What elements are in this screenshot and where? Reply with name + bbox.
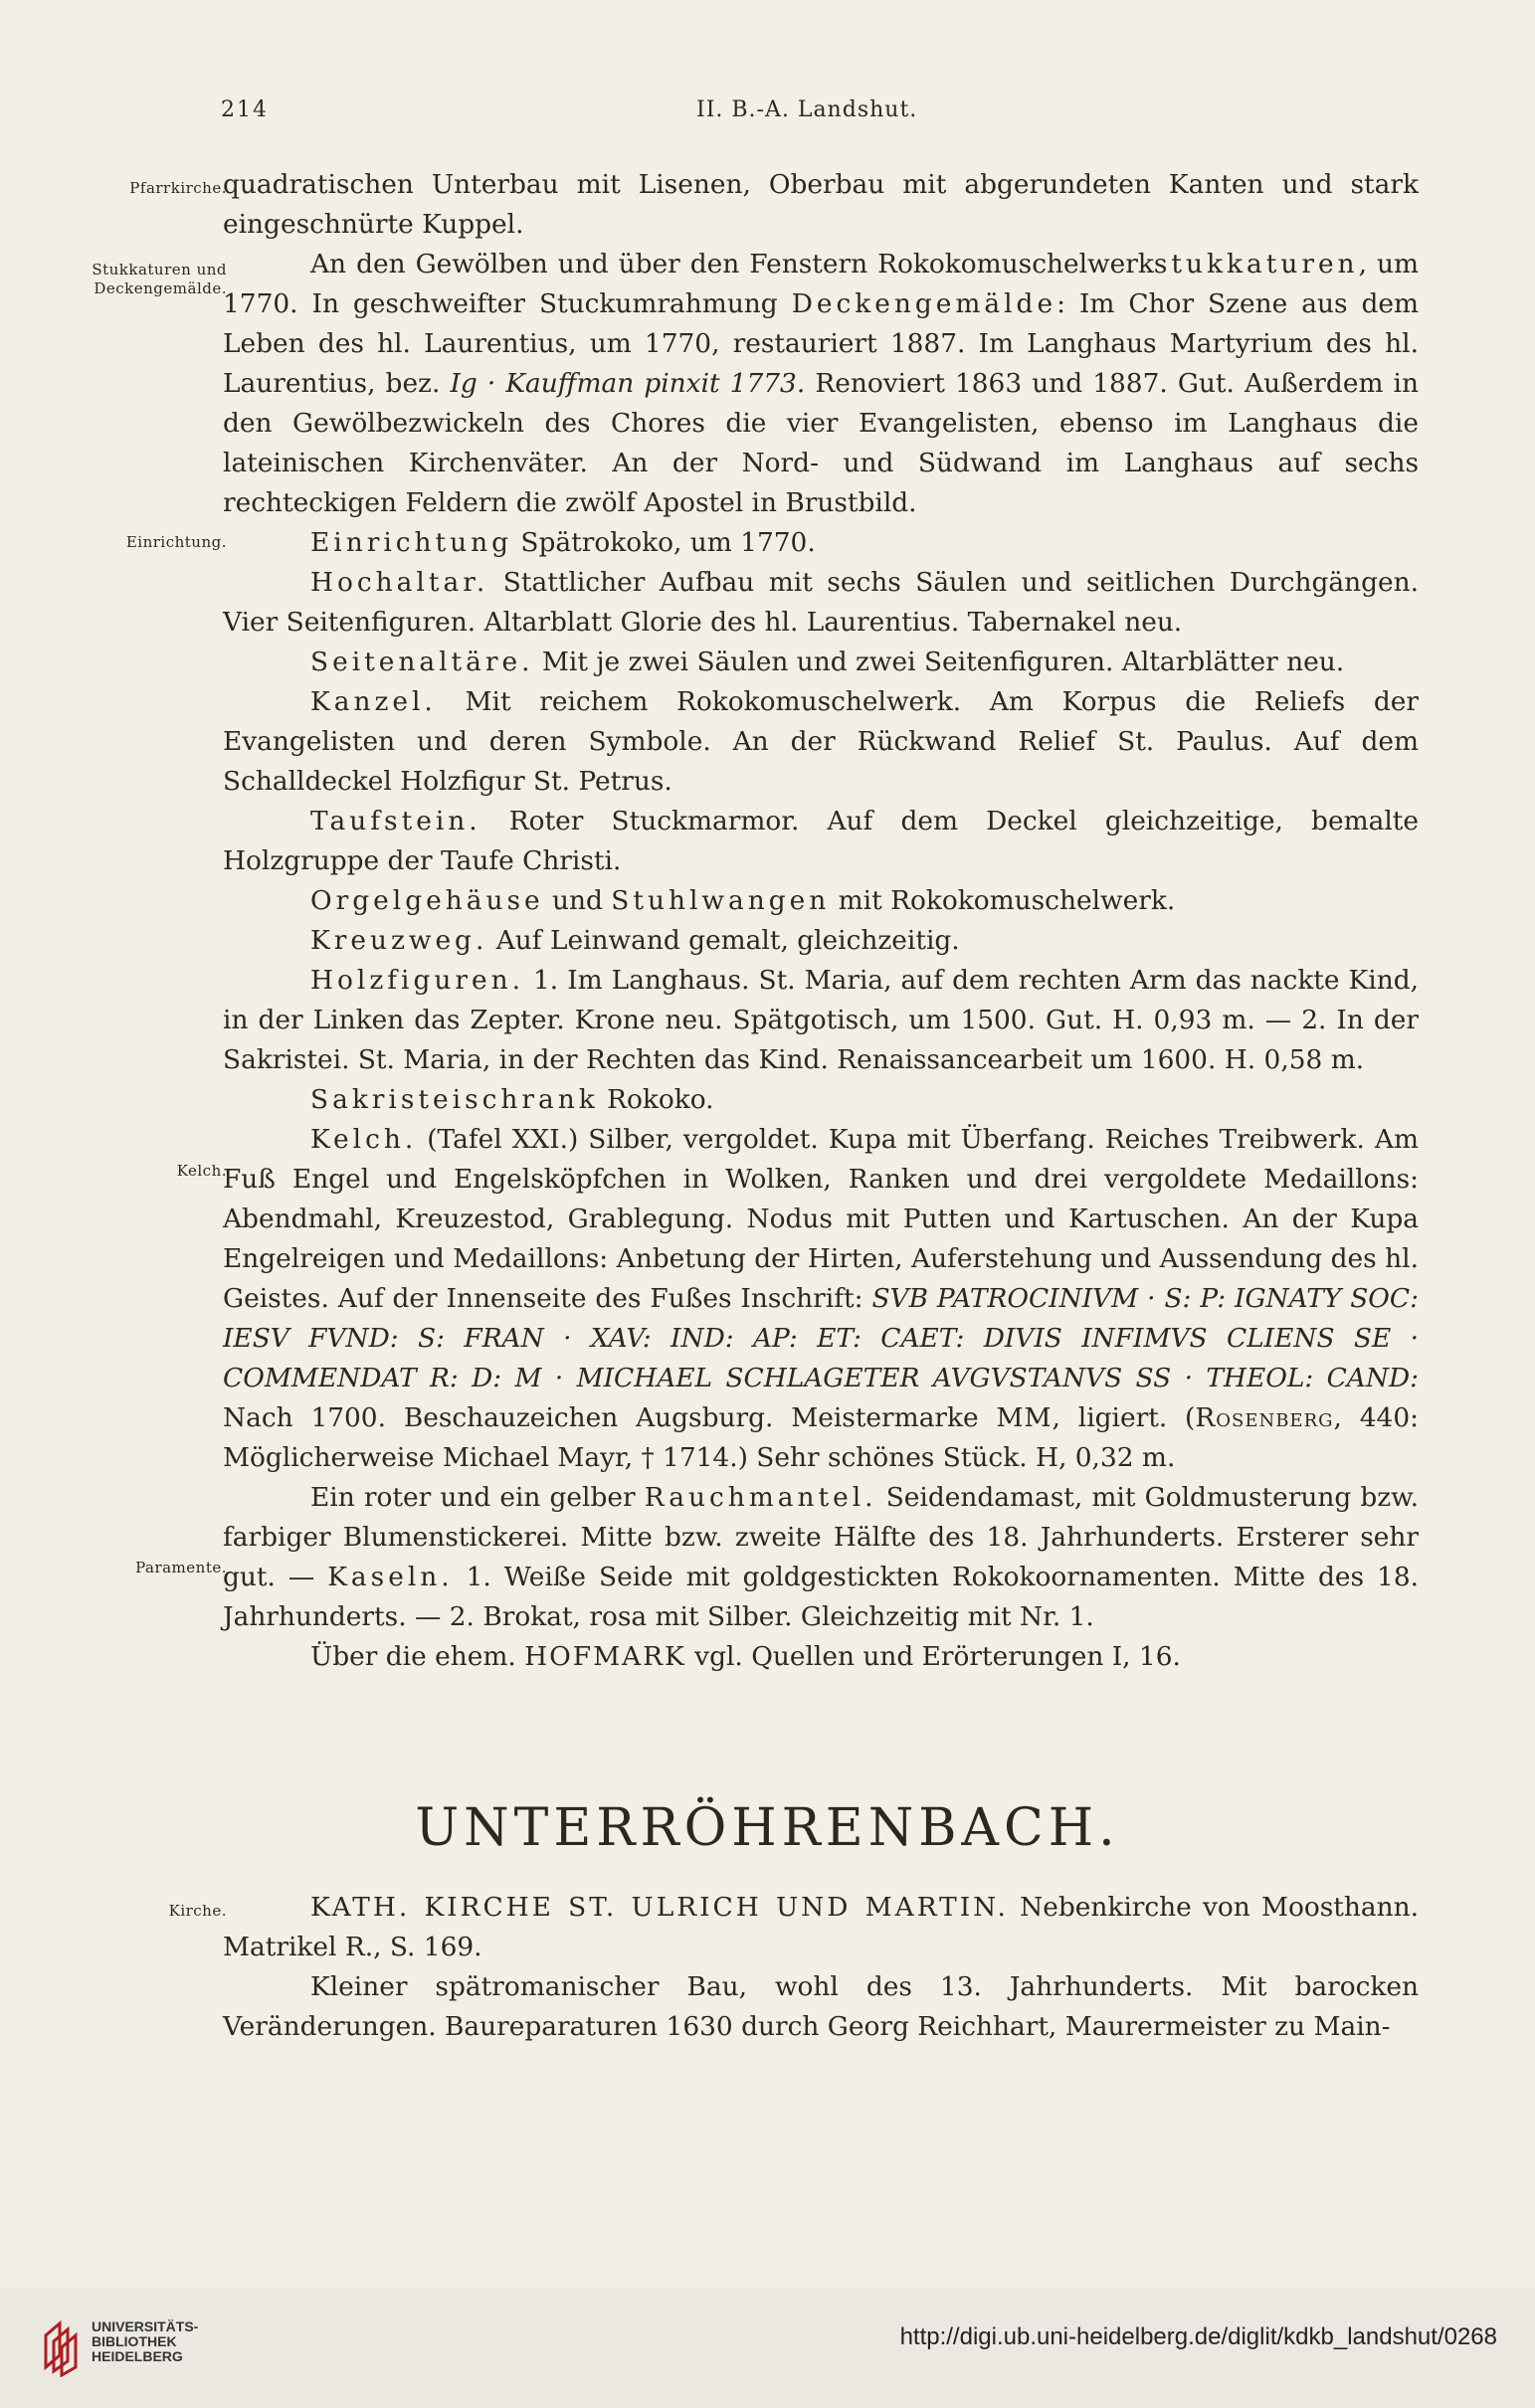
running-title: II. B.-A. Landshut. bbox=[696, 97, 918, 122]
paragraph: Hochaltar. Stattlicher Aufbau mit sechs Säulen und seitlichen Durchgängen. Vier Seitenfiguren. Altarblatt Glorie des hl. Laurentius. Tabernakel neu. bbox=[223, 567, 1419, 638]
page-number: 214 bbox=[221, 97, 269, 122]
paragraph: An den Gewölben und über den Fenstern Rokokomuschelwerkstukkaturen, um 1770. In geschweifter Stuckumrahmung Deckengemälde: Im Chor Szene aus dem Leben des hl. Laurentius, um 1770, restauriert 1887. Im Langhaus Martyrium des hl. Laurentius, bez. Ig · Kauffman pinxit 1773. Renoviert 1863 und 1887. Gut. Außerdem in den Gewölbezwickeln des Chores die vier Evangelisten, ebenso im Langhaus die lateinischen Kirchenväter. An der Nord- und Südwand im Langhaus auf sechs rechteckigen Feldern die zwölf Apostel in Brustbild. bbox=[223, 249, 1419, 518]
section-title: UNTERRÖHRENBACH. bbox=[415, 1798, 1120, 1858]
margin-note-pfarrkirche: Pfarrkirche. bbox=[129, 179, 227, 197]
source-url-link[interactable]: http://digi.ub.uni-heidelberg.de/diglit/kdkb_landshut/0268 bbox=[899, 2323, 1497, 2350]
viewer-footer bbox=[0, 2288, 1535, 2408]
body-text bbox=[223, 165, 1419, 1677]
library-logo-icon bbox=[38, 2317, 97, 2377]
margin-note-stukkaturen: Stukkaturen und bbox=[92, 261, 227, 278]
paragraph: Sakristeischrank Rokoko. bbox=[310, 1084, 714, 1115]
paragraph: quadratischen Unterbau mit Lisenen, Oberbau mit abgerundeten Kanten und stark eingeschnürte Kuppel. bbox=[223, 169, 1419, 240]
paragraph: Holzfiguren. 1. Im Langhaus. St. Maria, auf dem rechten Arm das nackte Kind, in der Linken das Zepter. Krone neu. Spätgotisch, um 1500. Gut. H. 0,93 m. — 2. In der Sakristei. St. Maria, in der Rechten das Kind. Renaissancearbeit um 1600. H. 0,58 m. bbox=[223, 965, 1419, 1075]
paragraph: Einrichtung Spätrokoko, um 1770. bbox=[310, 527, 816, 558]
paragraph: Seitenaltäre. Mit je zwei Säulen und zwei Seitenfiguren. Altarblätter neu. bbox=[310, 647, 1345, 677]
paragraph: Über die ehem. HOFMARK vgl. Quellen und Erörterungen I, 16. bbox=[310, 1641, 1181, 1672]
margin-note-deckengemaelde: Deckengemälde. bbox=[94, 279, 227, 297]
paragraph: Kanzel. Mit reichem Rokokomuschelwerk. Am Korpus die Reliefs der Evangelisten und deren Symbole. An der Rückwand Relief St. Paulus. Auf dem Schalldeckel Holzfigur St. Petrus. bbox=[223, 686, 1419, 797]
section-body-text bbox=[223, 1888, 1419, 2047]
margin-note-paramente: Paramente. bbox=[135, 1559, 227, 1576]
paragraph: Ein roter und ein gelber Rauchmantel. Seidendamast, mit Goldmusterung bzw. farbiger Blumenstickerei. Mitte bzw. zweite Hälfte des 18. Jahrhunderts. Ersterer sehr gut. — Kaseln. 1. Weiße Seide mit goldgestickten Rokokoornamenten. Mitte des 18. Jahrhunderts. — 2. Brokat, rosa mit Silber. Gleichzeitig mit Nr. 1. bbox=[223, 1482, 1420, 1632]
page-header bbox=[0, 97, 1535, 137]
margin-note-einrichtung: Einrichtung. bbox=[125, 533, 227, 551]
paragraph: KATH. KIRCHE ST. ULRICH UND MARTIN. Nebenkirche von Moosthann. Matrikel R., S. 169. bbox=[223, 1892, 1420, 1962]
paragraph: Kelch. (Tafel XXI.) Silber, vergoldet. Kupa mit Überfang. Reiches Treibwerk. Am Fuß Engel und Engelsköpfchen in Wolken, Ranken und drei vergoldete Medaillons: Abendmahl, Kreuzestod, Grablegung. Nodus mit Putten und Kartuschen. An der Kupa Engelreigen und Medaillons: Anbetung der Hirten, Auferstehung und Aussendung des hl. Geistes. Auf der Innenseite des Fußes Inschrift: SVB PATROCINIVM · S: P: IGNATY SOC: IESV FVND: S: FRAN · XAV: IND: AP: ET: CAET: DIVIS INFIMVS CLIENS SE · COMMENDAT R: D: M · MICHAEL SCHLAGETER AVGVSTANVS SS · THEOL: CAND: Nach 1700. Beschauzeichen Augsburg. Meistermarke MM, ligiert. (Rosenberg, 440: Möglicherweise Michael Mayr, † 1714.) Sehr schönes Stück. H, 0,32 m. bbox=[223, 1124, 1420, 1473]
paragraph: Kleiner spätromanischer Bau, wohl des 13. Jahrhunderts. Mit barocken Veränderungen. Baureparaturen 1630 durch Georg Reichhart, Maurermeister zu Main- bbox=[223, 1971, 1419, 2042]
paragraph: Orgelgehäuse und Stuhlwangen mit Rokokomuschelwerk. bbox=[310, 885, 1176, 916]
paragraph: Taufstein. Roter Stuckmarmor. Auf dem Deckel gleichzeitige, bemalte Holzgruppe der Taufe Christi. bbox=[223, 806, 1419, 876]
margin-note-kelch: Kelch. bbox=[176, 1162, 227, 1180]
library-name: UNIVERSITÄTS- BIBLIOTHEK HEIDELBERG bbox=[92, 2318, 199, 2364]
margin-note-kirche: Kirche. bbox=[168, 1902, 227, 1920]
paragraph: Kreuzweg. Auf Leinwand gemalt, gleichzeitig. bbox=[310, 925, 960, 956]
